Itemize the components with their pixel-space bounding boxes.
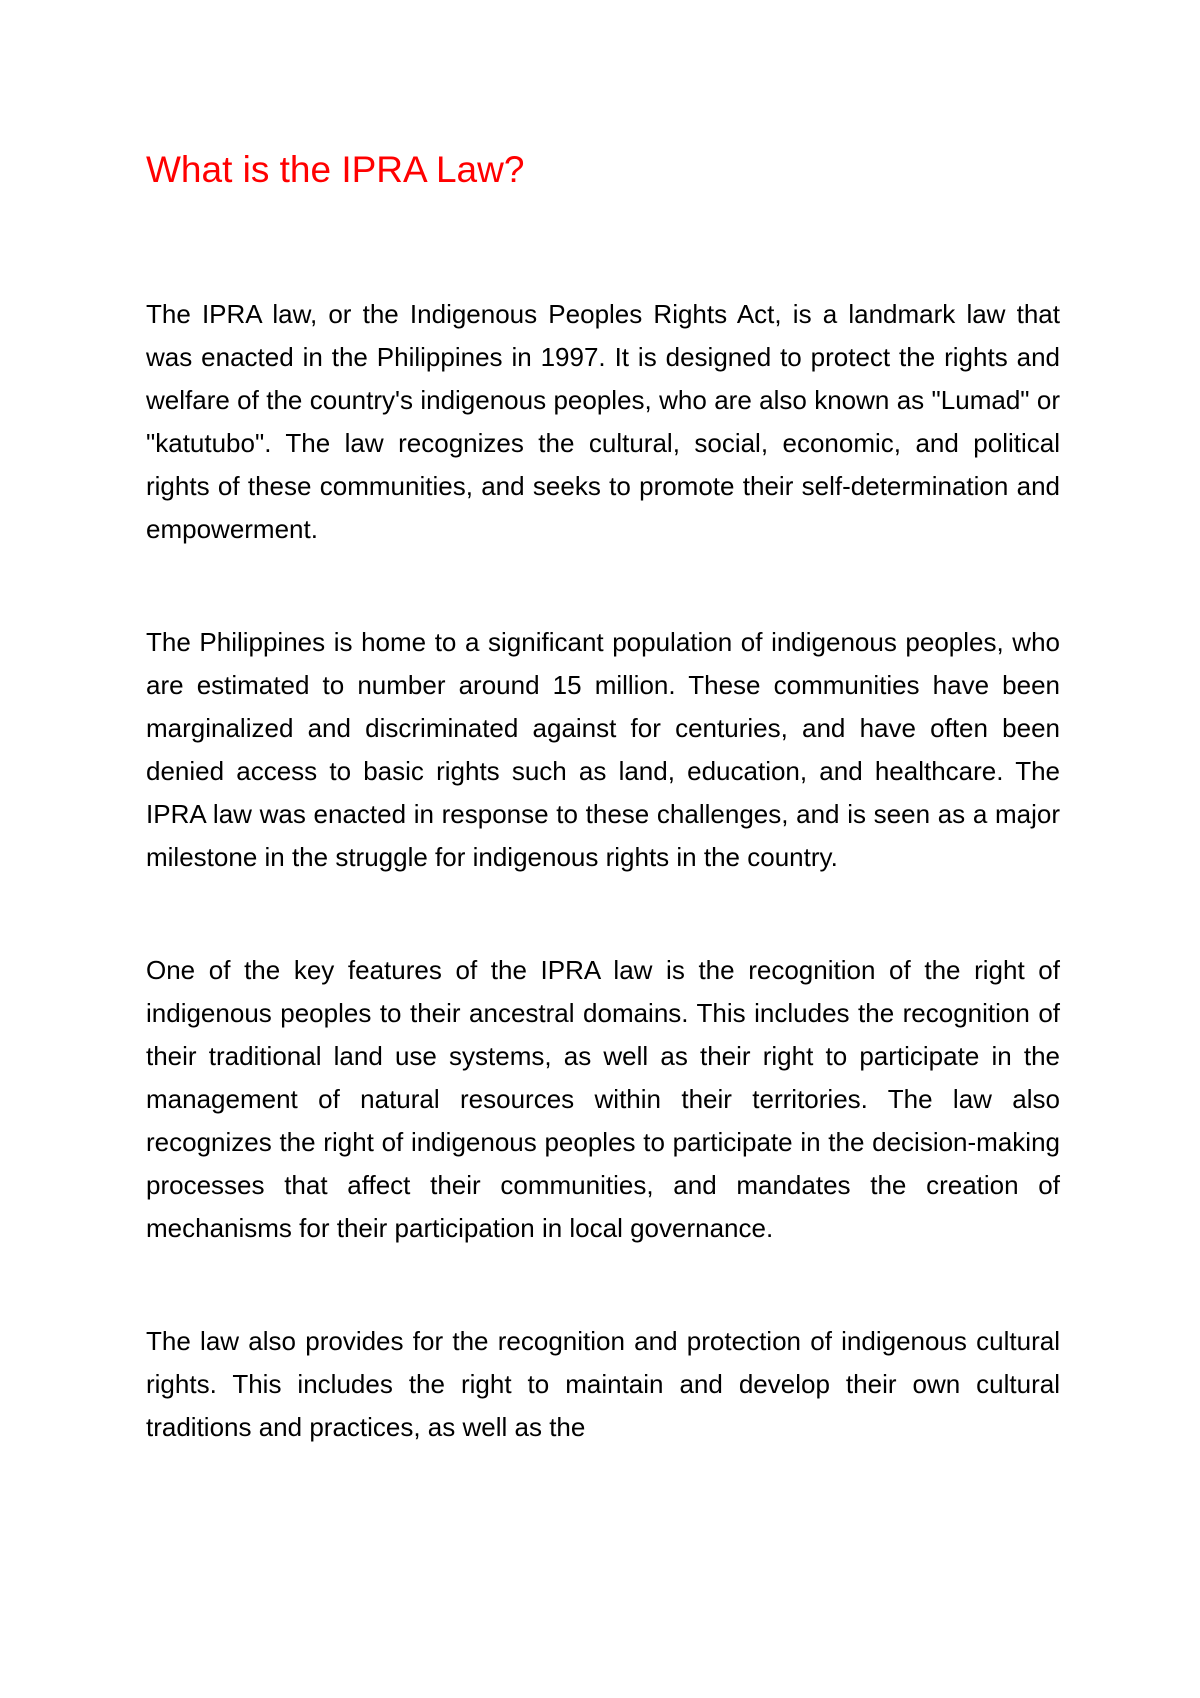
paragraph-3: One of the key features of the IPRA law is the recognition of the right of indigenous peoples to their ancestral domains. This includes the recognition of their traditional land use systems, as well as their right to participate in the management of natural resources within their territories. The law also recognizes the right of indigenous peoples to participate in the decision-making processes that affect their communities, and mandates the creation of mechanisms for their participation in local governance. — [146, 955, 1060, 1243]
document-body — [146, 148, 1060, 1449]
paragraph-4: The law also provides for the recognition and protection of indigenous cultural rights. This includes the right to maintain and develop their own cultural traditions and practices, as well as the — [146, 1326, 1060, 1442]
paragraph-2: The Philippines is home to a significant population of indigenous peoples, who are estimated to number around 15 million. These communities have been marginalized and discriminated against for centuries, and have often been denied access to basic rights such as land, education, and healthcare. The IPRA law was enacted in response to these challenges, and is seen as a major milestone in the struggle for indigenous rights in the country. — [146, 627, 1060, 872]
paragraph-1: The IPRA law, or the Indigenous Peoples Rights Act, is a landmark law that was enacted in the Philippines in 1997. It is designed to protect the rights and welfare of the country's indigenous peoples, who are also known as "Lumad" or "katutubo". The law recognizes the cultural, social, economic, and political rights of these communities, and seeks to promote their self-determination and empowerment. — [146, 299, 1060, 544]
document-title: What is the IPRA Law? — [146, 149, 525, 190]
